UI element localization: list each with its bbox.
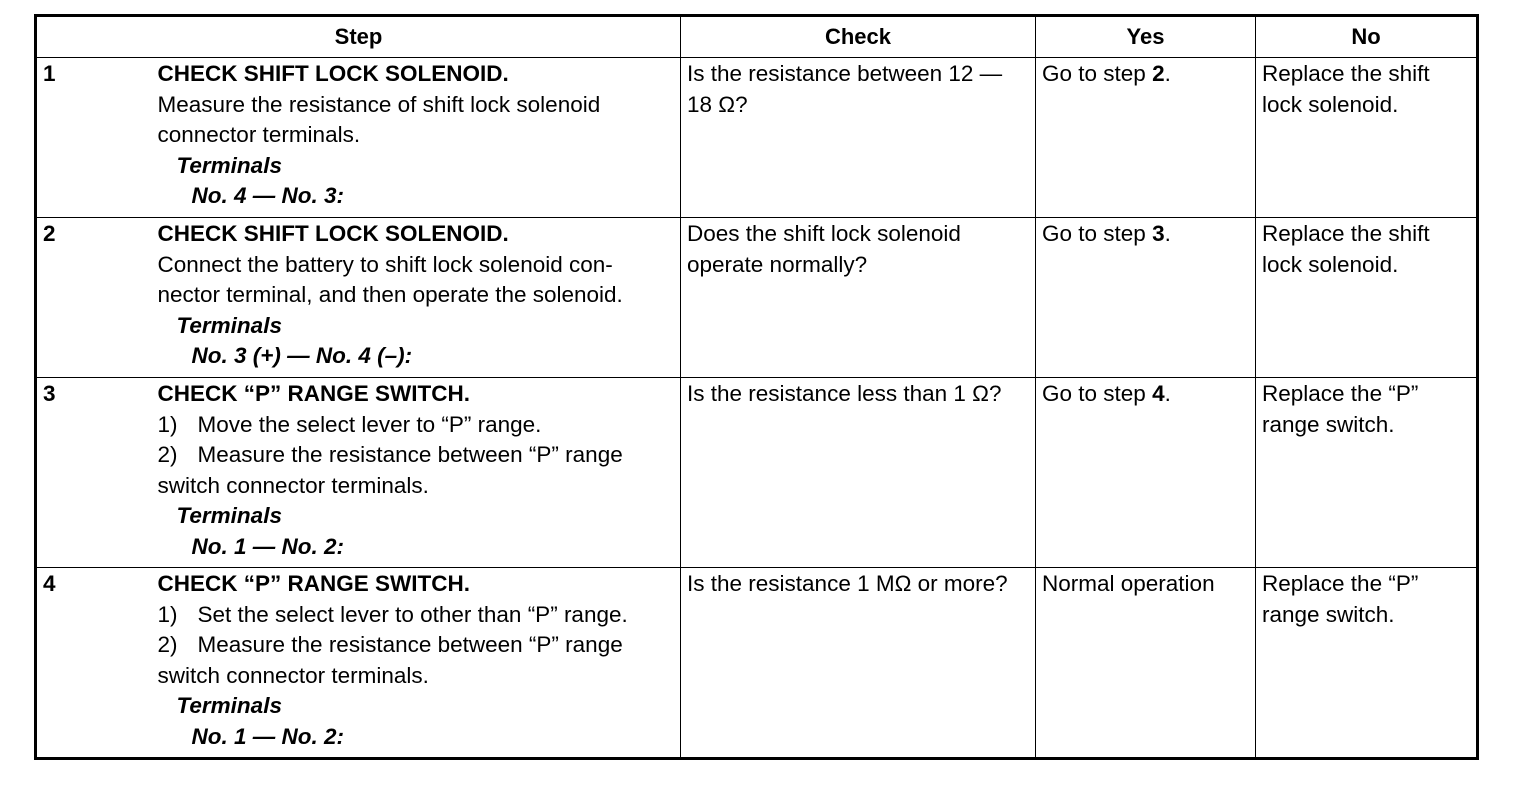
step-description: [158, 58, 681, 218]
terminals-value: No. 4 — No. 3:: [191, 183, 345, 208]
table-row: [36, 218, 1478, 378]
substep-text: Measure the resistance between “P” range: [197, 442, 623, 467]
table-row: [36, 378, 1478, 568]
terminals-label: Terminals: [176, 312, 282, 338]
terminals-value: No. 1 — No. 2:: [191, 533, 345, 559]
step-number: 1: [36, 58, 158, 218]
yes-suffix: .: [1164, 221, 1171, 246]
no-cell: Replace the “P” range switch.: [1256, 568, 1478, 759]
substep-number: 1): [157, 601, 178, 627]
step-title: CHECK SHIFT LOCK SOLENOID.: [157, 61, 509, 86]
diagnostic-table: [34, 14, 1479, 760]
no-cell: Replace the “P” range switch.: [1256, 378, 1478, 568]
table-row: [36, 568, 1478, 759]
step-description: [158, 568, 681, 759]
substep-text: Move the select lever to “P” range.: [197, 411, 542, 437]
substep-text: Set the select lever to other than “P” range.: [197, 601, 628, 627]
substep: [158, 630, 677, 661]
check-cell: Is the resistance between 12 — 18 Ω?: [681, 58, 1036, 218]
step-number: 4: [36, 568, 158, 759]
terminals-label: Terminals: [176, 152, 282, 178]
terminals-value: No. 3 (+) — No. 4 (–):: [191, 343, 413, 368]
header-yes: Yes: [1036, 16, 1256, 58]
step-number: 2: [36, 218, 158, 378]
substep-number: 2): [157, 632, 178, 657]
step-line: Connect the battery to shift lock solenoid con-: [157, 251, 613, 277]
yes-cell: Normal operation: [1036, 568, 1256, 759]
substep: [158, 440, 677, 471]
header-check: Check: [681, 16, 1036, 58]
step-line: Measure the resistance of shift lock solenoid: [157, 91, 601, 117]
yes-cell: [1036, 218, 1256, 378]
header-no: No: [1256, 16, 1478, 58]
table-row: [36, 58, 1478, 218]
step-description: [158, 218, 681, 378]
step-line: connector terminals.: [157, 122, 361, 147]
step-description: [158, 378, 681, 568]
table-header-row: [36, 16, 1478, 58]
substep: [158, 410, 677, 441]
substep-continuation: switch connector terminals.: [157, 662, 429, 688]
yes-cell: [1036, 58, 1256, 218]
header-step: Step: [36, 16, 681, 58]
step-title: CHECK SHIFT LOCK SOLENOID.: [157, 221, 509, 246]
substep-number: 1): [157, 411, 178, 437]
yes-suffix: .: [1164, 61, 1171, 86]
yes-prefix: Go to step: [1042, 381, 1153, 406]
yes-step-number: 4: [1152, 381, 1165, 406]
yes-suffix: .: [1164, 381, 1171, 406]
no-cell: Replace the shift lock solenoid.: [1256, 58, 1478, 218]
terminals-value: No. 1 — No. 2:: [191, 723, 345, 749]
yes-step-number: 3: [1152, 221, 1165, 246]
yes-cell: [1036, 378, 1256, 568]
substep: [158, 600, 677, 631]
yes-prefix: Go to step: [1042, 61, 1153, 86]
terminals-label: Terminals: [176, 693, 282, 718]
yes-prefix: Go to step: [1042, 221, 1153, 246]
check-cell: Is the resistance 1 MΩ or more?: [681, 568, 1036, 759]
step-line: nector terminal, and then operate the solenoid.: [157, 282, 623, 307]
step-title: CHECK “P” RANGE SWITCH.: [157, 571, 471, 596]
substep-number: 2): [157, 442, 178, 467]
yes-step-number: 2: [1152, 61, 1165, 86]
substep-text: Measure the resistance between “P” range: [197, 632, 623, 657]
step-title: CHECK “P” RANGE SWITCH.: [157, 381, 471, 406]
no-cell: Replace the shift lock solenoid.: [1256, 218, 1478, 378]
check-cell: Is the resistance less than 1 Ω?: [681, 378, 1036, 568]
substep-continuation: switch connector terminals.: [157, 472, 429, 498]
step-number: 3: [36, 378, 158, 568]
terminals-label: Terminals: [176, 503, 282, 528]
check-cell: Does the shift lock solenoid operate normally?: [681, 218, 1036, 378]
